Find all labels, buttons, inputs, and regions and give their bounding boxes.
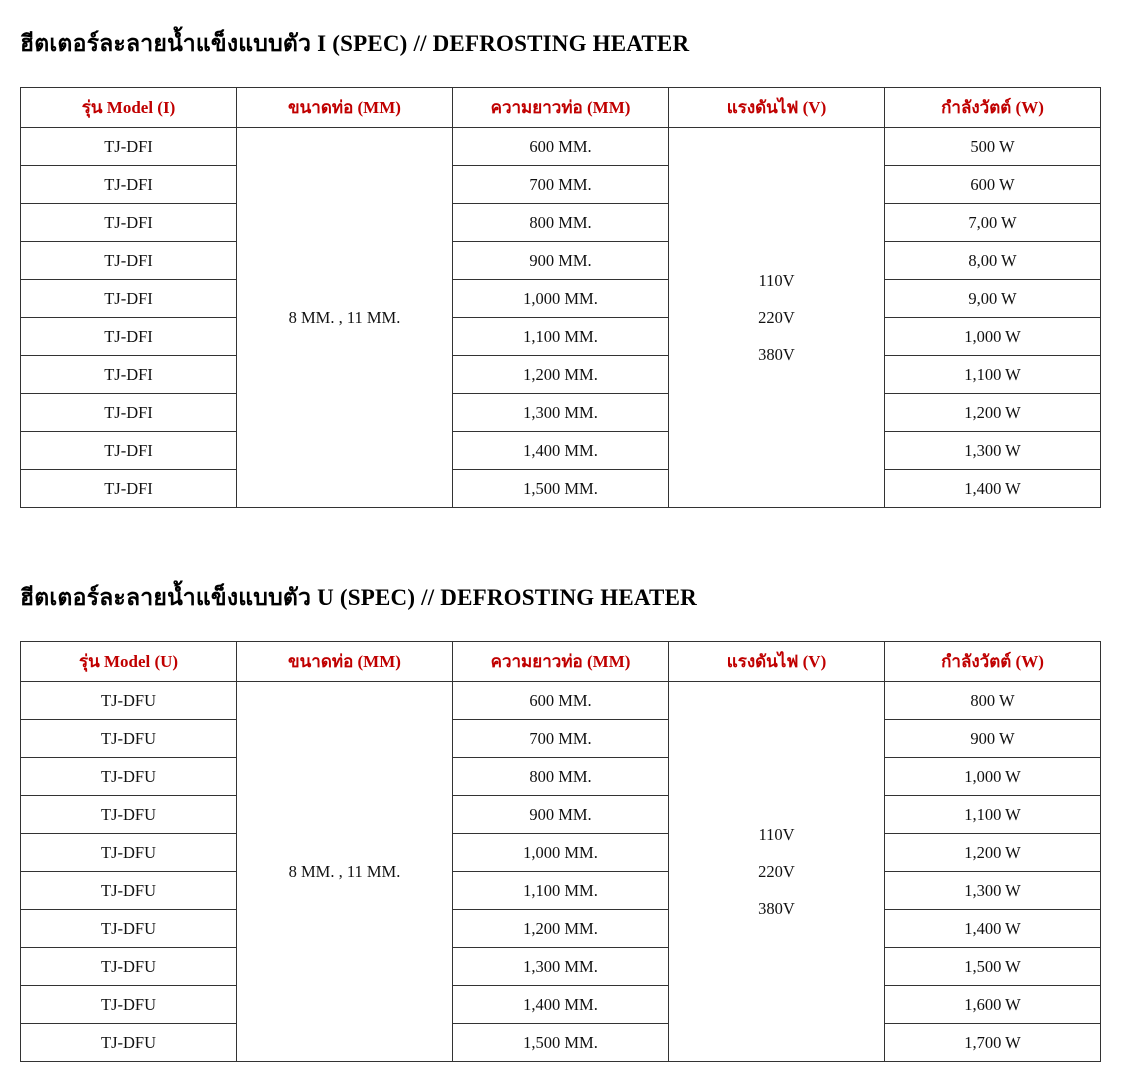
pipe-length-cell: 900 MM. <box>453 242 669 280</box>
model-cell: TJ-DFI <box>21 204 237 242</box>
header-row <box>21 88 1101 128</box>
table-row <box>21 910 1101 948</box>
table-row <box>21 948 1101 986</box>
table-row <box>21 720 1101 758</box>
power-cell: 1,600 W <box>885 986 1101 1024</box>
table-row <box>21 834 1101 872</box>
spec-table-u <box>20 641 1101 1062</box>
table-row <box>21 128 1101 166</box>
voltage-value: 110V <box>758 825 795 844</box>
model-cell: TJ-DFI <box>21 394 237 432</box>
pipe-length-cell: 800 MM. <box>453 758 669 796</box>
table-row <box>21 432 1101 470</box>
power-cell: 7,00 W <box>885 204 1101 242</box>
spec-table-i <box>20 87 1101 508</box>
pipe-length-cell: 1,200 MM. <box>453 910 669 948</box>
model-cell: TJ-DFI <box>21 166 237 204</box>
pipe-length-cell: 1,000 MM. <box>453 280 669 318</box>
power-cell: 1,500 W <box>885 948 1101 986</box>
power-cell: 1,300 W <box>885 872 1101 910</box>
voltage-value: 380V <box>758 345 795 364</box>
voltage-value: 220V <box>758 862 795 881</box>
table-row <box>21 758 1101 796</box>
model-cell: TJ-DFI <box>21 432 237 470</box>
header-pipe-size: ขนาดท่อ (MM) <box>237 88 453 128</box>
table-row <box>21 986 1101 1024</box>
pipe-length-cell: 1,300 MM. <box>453 948 669 986</box>
header-pipe-size: ขนาดท่อ (MM) <box>237 642 453 682</box>
model-cell: TJ-DFU <box>21 758 237 796</box>
pipe-length-cell: 900 MM. <box>453 796 669 834</box>
header-voltage: แรงดันไฟ (V) <box>669 88 885 128</box>
pipe-length-cell: 1,400 MM. <box>453 986 669 1024</box>
table-row <box>21 470 1101 508</box>
power-cell: 800 W <box>885 682 1101 720</box>
model-cell: TJ-DFI <box>21 242 237 280</box>
table-row <box>21 242 1101 280</box>
power-cell: 1,400 W <box>885 910 1101 948</box>
power-cell: 1,000 W <box>885 758 1101 796</box>
model-cell: TJ-DFI <box>21 280 237 318</box>
table-row <box>21 796 1101 834</box>
voltage-cell <box>669 682 885 1062</box>
header-power: กำลังวัตต์ (W) <box>885 88 1101 128</box>
pipe-length-cell: 1,100 MM. <box>453 872 669 910</box>
pipe-length-cell: 1,000 MM. <box>453 834 669 872</box>
header-pipe-length: ความยาวท่อ (MM) <box>453 88 669 128</box>
pipe-length-cell: 1,500 MM. <box>453 1024 669 1062</box>
model-cell: TJ-DFU <box>21 834 237 872</box>
power-cell: 1,400 W <box>885 470 1101 508</box>
model-cell: TJ-DFU <box>21 682 237 720</box>
table-row <box>21 682 1101 720</box>
model-cell: TJ-DFU <box>21 948 237 986</box>
power-cell: 1,000 W <box>885 318 1101 356</box>
model-cell: TJ-DFI <box>21 356 237 394</box>
table-row <box>21 280 1101 318</box>
voltage-list <box>758 816 795 927</box>
power-cell: 600 W <box>885 166 1101 204</box>
pipe-length-cell: 1,300 MM. <box>453 394 669 432</box>
voltage-value: 110V <box>758 271 795 290</box>
section-title-i: ฮีตเตอร์ละลายน้ำแข็งแบบตัว I (SPEC) // DEFROSTING HEATER <box>20 31 690 56</box>
table-row <box>21 166 1101 204</box>
pipe-length-cell: 1,100 MM. <box>453 318 669 356</box>
header-voltage: แรงดันไฟ (V) <box>669 642 885 682</box>
table-row <box>21 1024 1101 1062</box>
power-cell: 1,700 W <box>885 1024 1101 1062</box>
power-cell: 500 W <box>885 128 1101 166</box>
voltage-list <box>758 262 795 373</box>
table-row <box>21 394 1101 432</box>
header-row <box>21 642 1101 682</box>
section-title-u: ฮีตเตอร์ละลายน้ำแข็งแบบตัว U (SPEC) // DEFROSTING HEATER <box>20 585 697 610</box>
pipe-length-cell: 700 MM. <box>453 720 669 758</box>
power-cell: 1,100 W <box>885 796 1101 834</box>
voltage-value: 220V <box>758 308 795 327</box>
pipe-size-cell: 8 MM. , 11 MM. <box>237 682 453 1062</box>
model-cell: TJ-DFU <box>21 1024 237 1062</box>
power-cell: 900 W <box>885 720 1101 758</box>
power-cell: 1,100 W <box>885 356 1101 394</box>
voltage-value: 380V <box>758 899 795 918</box>
power-cell: 1,200 W <box>885 834 1101 872</box>
table-row <box>21 204 1101 242</box>
power-cell: 8,00 W <box>885 242 1101 280</box>
pipe-length-cell: 1,200 MM. <box>453 356 669 394</box>
pipe-length-cell: 1,500 MM. <box>453 470 669 508</box>
pipe-length-cell: 1,400 MM. <box>453 432 669 470</box>
model-cell: TJ-DFU <box>21 910 237 948</box>
pipe-length-cell: 600 MM. <box>453 128 669 166</box>
model-cell: TJ-DFI <box>21 128 237 166</box>
model-cell: TJ-DFU <box>21 986 237 1024</box>
power-cell: 1,200 W <box>885 394 1101 432</box>
model-cell: TJ-DFU <box>21 720 237 758</box>
pipe-length-cell: 800 MM. <box>453 204 669 242</box>
table-row <box>21 356 1101 394</box>
power-cell: 9,00 W <box>885 280 1101 318</box>
pipe-length-cell: 600 MM. <box>453 682 669 720</box>
pipe-size-cell: 8 MM. , 11 MM. <box>237 128 453 508</box>
table-row <box>21 318 1101 356</box>
header-model: รุ่น Model (I) <box>21 88 237 128</box>
model-cell: TJ-DFU <box>21 872 237 910</box>
power-cell: 1,300 W <box>885 432 1101 470</box>
header-power: กำลังวัตต์ (W) <box>885 642 1101 682</box>
pipe-length-cell: 700 MM. <box>453 166 669 204</box>
model-cell: TJ-DFI <box>21 318 237 356</box>
header-model: รุ่น Model (U) <box>21 642 237 682</box>
model-cell: TJ-DFU <box>21 796 237 834</box>
header-pipe-length: ความยาวท่อ (MM) <box>453 642 669 682</box>
table-row <box>21 872 1101 910</box>
voltage-cell <box>669 128 885 508</box>
model-cell: TJ-DFI <box>21 470 237 508</box>
